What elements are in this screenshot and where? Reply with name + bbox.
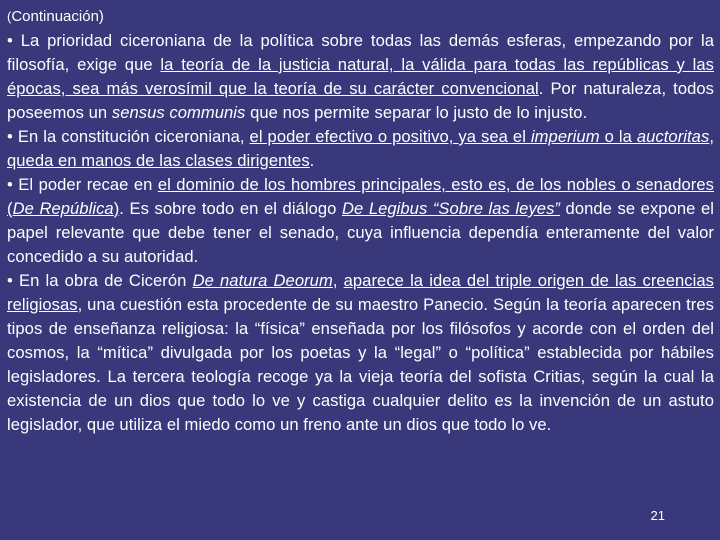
italic-title: De República	[12, 199, 114, 218]
italic-term: imperium	[530, 127, 600, 146]
italic-term: sensus communis	[111, 103, 246, 122]
paragraph-3: • El poder recae en el dominio de los hombres principales, esto es, de los nobles o senadores (De República). Es sobre todo en el diálogo De Legibus “Sobre las leyes” donde se expone el papel relevante que debe tener el senado, cuya influencia dependía enteramente del valor concedido a su autoridad.	[7, 175, 714, 266]
underlined-phrase: aparece la idea del triple origen de las creencias religiosas	[7, 271, 714, 314]
bullet: •	[7, 127, 18, 146]
paragraph-4: • En la obra de Cicerón De natura Deorum, aparece la idea del triple origen de las creencias religiosas, una cuestión esta procedente de su maestro Panecio. Según la teoría aparecen tres tipos de enseñanza religiosa: la “física” enseñada por los filósofos y acorde con el orden del cosmos, la “mítica” divulgada por los poetas y la “legal” o “política” establecida por hábiles legisladores. La tercera teología recoge ya la vieja teoría del sofista Critias, según la cual la existencia de un dios que todo lo ve y castiga cualquier delito es la invención de un astuto legislador, que utiliza el miedo como un freno ante un dios que todo lo ve.	[7, 271, 714, 434]
underlined-phrase: la teoría de la justicia natural, la válida para todas las repúblicas y las épocas, sea más verosímil que la teoría de su carácter convencional	[7, 55, 714, 98]
underlined-phrase: el poder efectivo o positivo, ya sea el	[249, 127, 531, 146]
bullet: •	[7, 31, 21, 50]
paragraph-2: • En la constitución ciceroniana, el poder efectivo o positivo, ya sea el imperium o la auctoritas, queda en manos de las clases dirigentes.	[7, 127, 714, 170]
paragraph-1: • La prioridad ciceroniana de la política sobre todas las demás esferas, empezando por la filosofía, exige que la teoría de la justicia natural, la válida para todas las repúblicas y las épocas, sea más verosímil que la teoría de su carácter convencional. Por naturaleza, todos poseemos un sensus communis que nos permite separar lo justo de lo injusto.	[7, 31, 714, 122]
bullet: •	[7, 175, 19, 194]
italic-title: De natura Deorum	[192, 271, 333, 290]
underlined-phrase: el dominio de los hombres principales, esto es, de los nobles o senadores (	[7, 175, 714, 218]
page-number: 21	[650, 508, 665, 523]
italic-title: De Legibus “Sobre las leyes”	[341, 199, 560, 218]
continuation-heading: (Continuación)	[7, 8, 104, 25]
italic-term: auctoritas	[636, 127, 710, 146]
bullet: •	[7, 271, 19, 290]
body-text	[7, 29, 714, 437]
